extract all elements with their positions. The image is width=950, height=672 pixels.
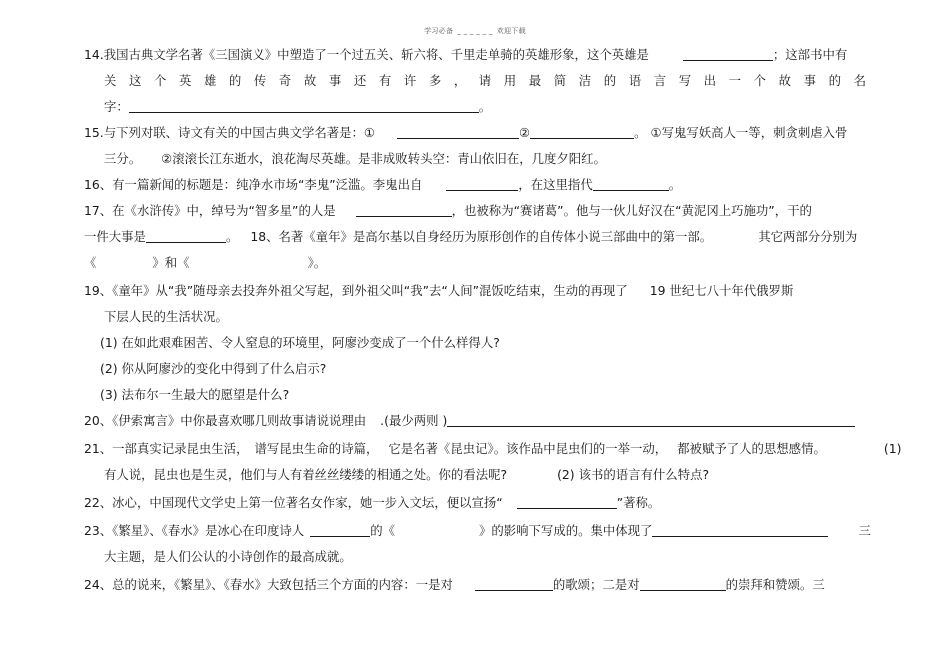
question-23 — [84, 518, 871, 570]
answer-blank-20[interactable] — [447, 412, 855, 427]
question-23-line-2: 大主题，是人们公认的小诗创作的最高成就。 — [104, 549, 352, 564]
answer-blank-14-hero[interactable] — [683, 46, 773, 61]
answer-blank-23-themes[interactable] — [652, 522, 828, 537]
answer-blank-16-meaning[interactable] — [593, 176, 669, 191]
question-18-text-j: 》。 — [307, 255, 327, 270]
page-header — [0, 26, 950, 36]
question-15-text-d: 三分。 — [104, 151, 142, 166]
answer-blank-16-source[interactable] — [446, 176, 518, 191]
question-14-text-d: 字： — [104, 99, 129, 114]
question-19-line-1 — [84, 278, 866, 304]
answer-blank-15-2[interactable] — [530, 124, 634, 139]
answer-blank-24-1[interactable] — [475, 576, 553, 591]
question-17-text-b: ，也被称为“赛诸葛”。他与一伙儿好汉在“黄泥冈上巧施功” — [451, 203, 775, 218]
question-15 — [84, 120, 866, 172]
question-15-line-2 — [84, 146, 866, 172]
header-separator: _ _ _ _ _ _ — [457, 27, 493, 35]
question-14-line-3 — [84, 94, 866, 120]
question-15-text-a: 15.与下列对联、诗文有关的中国古典文学名著是：① — [84, 125, 376, 140]
question-16-text-b: ，在这里指代 — [518, 177, 593, 192]
question-15-text-e: ②滚滚长江东逝水，浪花淘尽英雄。是非成败转头空：青山依旧在，几度夕阳红。 — [161, 151, 606, 166]
question-16-line-1 — [84, 172, 866, 198]
question-17-text-a: 17、在《水浒传》中，绰号为“智多星”的人是 — [84, 203, 336, 218]
question-16 — [84, 172, 866, 198]
question-24-text-a: 24、总的说来，《繁星》、《春水》大致包括三个方面的内容：一是对 — [84, 577, 453, 592]
question-23-text-a: 23、《繁星》、《春水》是冰心在印度诗人 — [84, 523, 305, 538]
question-18-text-i: 》和《 — [152, 255, 190, 270]
question-21-text-f: 有人说，昆虫也是生灵，他们与人有着丝丝缕缕的相通之处。你的看法呢? — [104, 467, 508, 482]
question-19-text-a: 19、《童年》从“我”随母亲去投奔外祖父写起，到外祖父叫“我”去“人间”混饭吃结束，生动的再现了 — [84, 283, 628, 298]
question-18-line-2 — [84, 250, 866, 276]
question-21-text-c: 它是名著《昆虫记》。该作品中昆虫们的一举一动， — [388, 441, 668, 456]
question-15-text-b: ② — [519, 125, 531, 140]
question-21-line-1 — [84, 436, 902, 462]
question-23-text-d: 三 — [858, 523, 871, 538]
question-20 — [84, 408, 866, 434]
question-16-text-a: 16、有一篇新闻的标题是：纯净水市场“李鬼”泛滥。李鬼出自 — [84, 177, 423, 192]
question-17-text-e: 。 — [225, 229, 239, 244]
question-19-text-b: 19 世纪七八十年代俄罗斯 — [649, 283, 794, 298]
question-14-text-b: ；这部书中有 — [772, 47, 848, 62]
question-21-text-e: (1) — [883, 441, 902, 456]
question-17-line-2 — [84, 224, 866, 250]
question-14 — [84, 42, 866, 120]
answer-blank-23-poet[interactable] — [310, 522, 370, 537]
question-21-text-d: 都被赋予了人的思想感情。 — [677, 441, 826, 456]
question-14-text-a: 14.我国古典文学名著《三国演义》中塑造了一个过五关、斩六将、千里走单骑的英雄形象，这个英雄是 — [84, 47, 649, 62]
question-19-line-2: 下层人民的生活状况。 — [104, 309, 228, 324]
question-22-line-1 — [84, 490, 866, 516]
question-15-text-c: 。 ①写鬼写妖高人一等，刺贪刺虐入骨 — [634, 125, 848, 140]
question-20-text-a: 20、《伊索寓言》中你最喜欢哪几则故事请说说理由 — [84, 413, 367, 428]
question-20-line-1 — [84, 408, 866, 434]
question-23-text-c: 》的影响下写成的。集中体现了 — [478, 523, 653, 538]
question-19-sub-1: (1) 在如此艰难困苦、令人窒息的环境里，阿廖沙变成了一个什么样得人? — [100, 335, 500, 350]
question-21-text-a: 21、一部真实记录昆虫生活， — [84, 441, 249, 456]
question-20-text-b: .(最少两则 ) — [380, 413, 448, 428]
question-21-line-2 — [84, 462, 866, 488]
answer-blank-22[interactable] — [517, 494, 617, 509]
question-14-line-2: 关这个英雄的传奇故事还有许多，请用最简洁的语言写出一个故事的名 — [104, 73, 866, 88]
question-24 — [84, 572, 866, 598]
question-21-text-g: (2) 该书的语言有什么特点? — [557, 467, 710, 482]
question-17-text-c: ，干的 — [774, 203, 812, 218]
header-right: 欢迎下载 — [496, 27, 526, 35]
question-19-sub-2: (2) 你从阿廖沙的变化中得到了什么启示? — [100, 361, 327, 376]
question-23-text-b: 的《 — [370, 523, 395, 538]
question-21 — [84, 436, 902, 488]
question-17-text-d: 一件大事是 — [84, 229, 146, 244]
answer-blank-14-story[interactable] — [129, 98, 479, 113]
question-18-text-h: 《 — [84, 255, 97, 270]
answer-blank-15-1[interactable] — [397, 124, 519, 139]
question-18-text-g: 其它两部分分别为 — [758, 229, 858, 244]
question-23-line-1 — [84, 518, 871, 544]
question-22-text-a: 22、冰心，中国现代文学史上第一位著名女作家，她一步入文坛，便以宣扬“ — [84, 495, 503, 510]
question-22-text-b: ”著称。 — [616, 495, 661, 510]
question-19-sub-3: (3) 法布尔一生最大的愿望是什么? — [100, 387, 290, 402]
answer-blank-17-event[interactable] — [146, 228, 226, 243]
header-left: 学习必备 — [424, 27, 454, 35]
question-22 — [84, 490, 866, 516]
question-18-text: 18、名著《童年》是高尔基以自身经历为原形创作的自传体小说三部曲中的第一部。 — [250, 229, 713, 244]
question-21-text-b: 谱写昆虫生命的诗篇， — [254, 441, 379, 456]
question-17-line-1 — [84, 198, 866, 224]
question-24-line-1 — [84, 572, 866, 598]
question-17 — [84, 198, 866, 276]
question-16-text-c: 。 — [668, 177, 682, 192]
question-24-text-c: 的崇拜和赞颂。三 — [725, 577, 825, 592]
question-14-text-e: 。 — [478, 99, 492, 114]
question-15-line-1 — [84, 120, 866, 146]
answer-blank-17-person[interactable] — [356, 202, 452, 217]
question-14-line-1 — [84, 42, 866, 68]
question-24-text-b: 的歌颂；二是对 — [552, 577, 640, 592]
answer-blank-24-2[interactable] — [640, 576, 726, 591]
question-19 — [84, 278, 866, 408]
